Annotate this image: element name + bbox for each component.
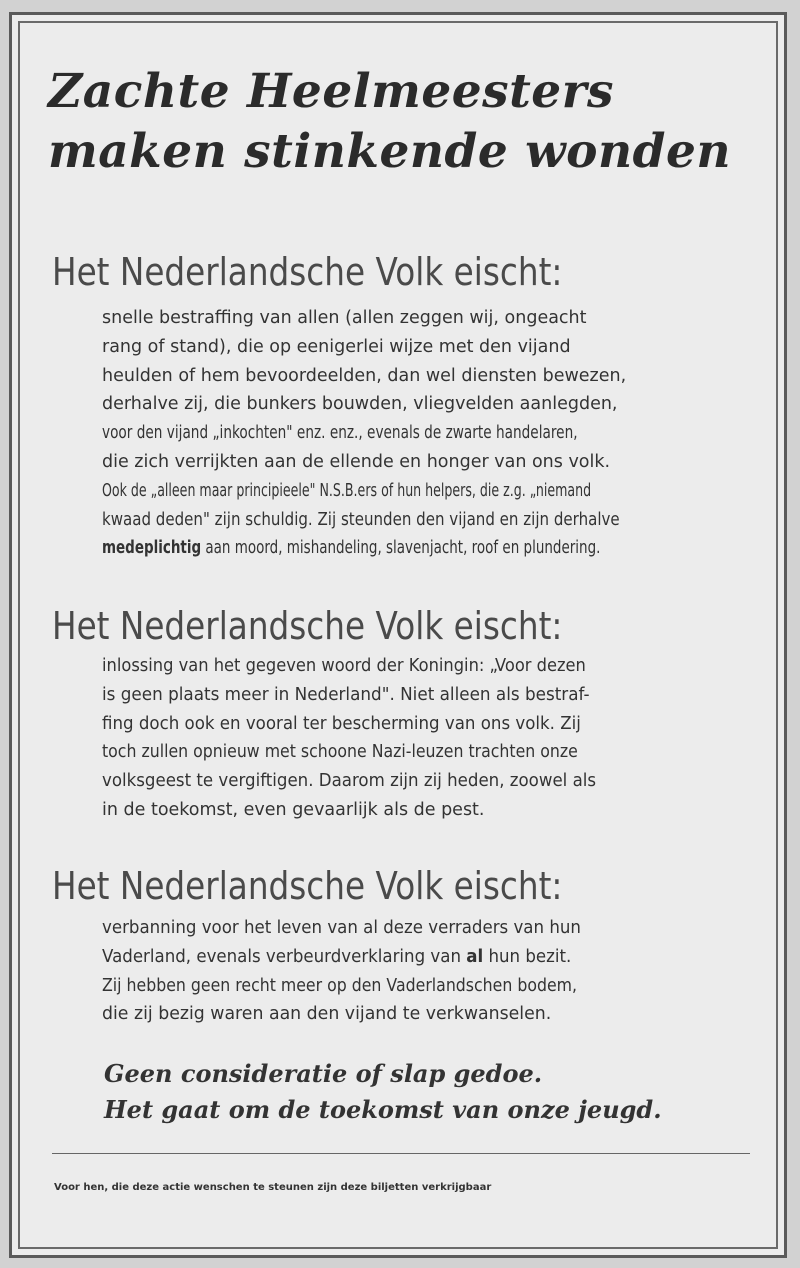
section-2-line-4-text: toch zullen opnieuw met schoone Nazi-leuzen trachten onze <box>102 742 578 763</box>
section-2-line-1-text: inlossing van het gegeven woord der Koningin: „Voor dezen <box>102 656 586 676</box>
title-line-1: Zachte Heelmeesters <box>48 64 614 119</box>
section-1-line-7 <box>102 477 752 506</box>
medeplichtig-emphasis: medeplichtig <box>102 538 202 559</box>
footnote: Voor hen, die deze actie wenschen te steunen zijn deze biljetten verkrijgbaar <box>54 1182 492 1193</box>
section-1-line-1: snelle bestraffing van allen (allen zeggen wij, ongeacht <box>102 308 587 328</box>
section-3-line-2-pre: Vaderland, evenals verbeurdverklaring van <box>102 946 467 967</box>
footer-divider <box>52 1153 750 1154</box>
section-1-line-4: derhalve zij, die bunkers bouwden, vliegvelden aanlegden, <box>102 394 618 415</box>
section-2-line-6: in de toekomst, even gevaarlijk als de pest. <box>102 799 485 820</box>
section-3-body <box>102 914 752 1029</box>
section-3-line-3 <box>102 972 752 1001</box>
section-2-line-2-text: is geen plaats meer in Nederland". Niet alleen als bestraf- <box>102 684 590 705</box>
section-1-line-8-text: kwaad deden" zijn schuldig. Zij steunden den vijand en zijn derhalve <box>102 509 620 530</box>
section-2-line-1 <box>102 652 752 681</box>
section-1-line-3: heulden of hem bevoordeelden, dan wel diensten bewezen, <box>102 365 627 386</box>
section-1-line-9 <box>102 534 752 563</box>
section-1-line-7-text: Ook de „alleen maar principieele" N.S.B.ers of hun helpers, die z.g. „niemand <box>102 480 592 501</box>
section-2-body <box>102 652 752 825</box>
section-1-line-8 <box>102 506 752 535</box>
section-3-line-1 <box>102 914 752 943</box>
section-3-line-3-text: Zij hebben geen recht meer op den Vaderlandschen bodem, <box>102 975 578 996</box>
section-1-line-9-rest: aan moord, mishandeling, slavenjacht, roof en plundering. <box>201 538 601 559</box>
section-3-line-4 <box>102 1000 752 1029</box>
section-1-body <box>102 304 752 563</box>
section-3-line-2 <box>102 943 752 972</box>
section-2-line-5-text: volksgeest te vergiftigen. Daarom zijn zij heden, zoowel als <box>102 771 597 792</box>
section-2-line-5 <box>102 767 752 796</box>
section-1-line-5 <box>102 419 752 448</box>
section-1-line-6: die zich verrijkten aan de ellende en honger van ons volk. <box>102 451 611 472</box>
section-1-line-5-text: voor den vijand „inkochten" enz. enz., evenals de zwarte handelaren, <box>102 423 578 444</box>
section-1-heading: Het Nederlandsche Volk eischt: <box>52 250 563 294</box>
section-2-line-4 <box>102 738 752 767</box>
slogan <box>104 1056 764 1128</box>
section-3-line-2-post: hun bezit. <box>483 946 572 967</box>
al-emphasis: al <box>466 946 484 967</box>
section-2-line-3-text: fing doch ook en vooral ter bescherming van ons volk. Zij <box>102 713 581 734</box>
section-2-heading: Het Nederlandsche Volk eischt: <box>52 604 563 648</box>
section-3-line-4-text: die zij bezig waren aan den vijand te verkwanselen. <box>102 1004 552 1025</box>
section-3-line-1-text: verbanning voor het leven van al deze verraders van hun <box>102 918 581 938</box>
section-3-heading: Het Nederlandsche Volk eischt: <box>52 864 563 908</box>
slogan-line-2: Het gaat om de toekomst van onze jeugd. <box>104 1095 662 1124</box>
slogan-line-1: Geen consideratie of slap gedoe. <box>104 1059 543 1088</box>
section-1-line-2: rang of stand), die op eenigerlei wijze met den vijand <box>102 336 571 357</box>
section-2-line-3 <box>102 710 752 739</box>
poster-title <box>48 62 768 182</box>
section-2-line-2 <box>102 681 752 710</box>
title-line-2: maken stinkende wonden <box>48 124 732 179</box>
